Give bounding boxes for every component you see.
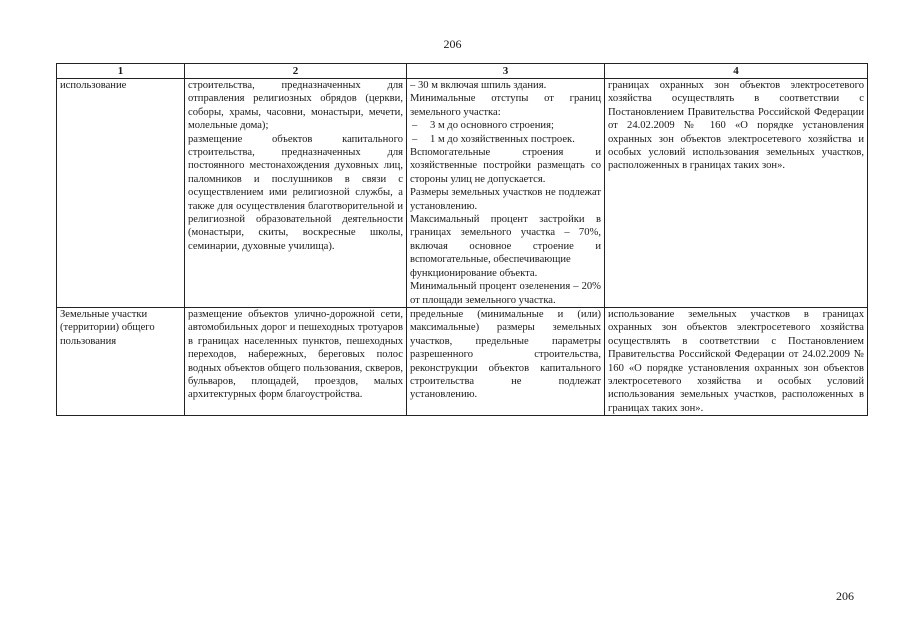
row1-col3-setback-title: Минимальные отступы от границ земельного участка:: [410, 93, 601, 118]
column-header-3: 3: [407, 64, 605, 79]
row2-col2-cell: [185, 307, 407, 415]
row1-col4-text: границах охранных зон объектов электросетевого хозяйства осуществлять в соответствии с Постановлением Правительства Российской Федерации от 24.02.2009 № 160 «О порядке установления охранных зон объектов электросетевого хозяйства и особых условий использования земельных участков, расположенных в границах таких зон».: [608, 80, 864, 172]
setback-text: 3 м до основного строения;: [430, 120, 554, 132]
row2-col2-text: размещение объектов улично-дорожной сети, автомобильных дорог и пешеходных тротуаров в границах населенных пунктов, пешеходных переходов, набережных, береговых полос водных объектов общего пользования, скверов, бульваров, площадей, проездов, малых архитектурных форм благоустройства.: [188, 308, 403, 401]
table-row: [57, 79, 868, 308]
row1-col1-cell: [57, 79, 185, 308]
row2-col1-text: Земельные участки (территории) общего пользования: [60, 308, 155, 347]
row1-col4-cell: [605, 79, 868, 308]
row1-col3-line-1: – 30 м включая шпиль здания.: [410, 80, 547, 91]
table-row: [57, 307, 868, 415]
row1-col3-para-coverage: Максимальный процент застройки в границах земельного участка – 70%, включая основное строение и вспомогательные, обеспечивающие: [410, 214, 601, 266]
row1-col2-cell: [185, 79, 407, 308]
setback-text: 1 м до хозяйственных построек.: [430, 133, 575, 145]
setback-list: [410, 119, 601, 146]
table-header-row: [57, 64, 868, 79]
zoning-regulations-table: [56, 63, 868, 416]
page-number-bottom: 206: [836, 589, 854, 603]
row1-col3-para-greening: Минимальный процент озеленения – 20% от площади земельного участка.: [410, 281, 601, 306]
row2-col1-cell: [57, 307, 185, 415]
dash-marker: –: [412, 120, 418, 132]
row2-col3-cell: [407, 307, 605, 415]
row2-col3-text: предельные (минимальные и (или) максимальные) размеры земельных участков, предельные параметры разрешенного строительства, реконструкции объектов капитального строительства не подлежат установлению.: [410, 308, 601, 401]
row1-col3-cell: [407, 79, 605, 308]
row1-col3-para-auxiliary: Вспомогательные строения и хозяйственные постройки размещать со стороны улиц не допускается.: [410, 147, 601, 185]
page-number-top: 206: [443, 37, 462, 51]
dash-marker: –: [412, 133, 418, 145]
column-header-1: 1: [57, 64, 185, 79]
row1-col2-para-1: строительства, предназначенных для отправления религиозных обрядов (церкви, соборы, храмы, часовни, монастыри, мечети, молельные дома);: [188, 80, 403, 132]
row1-col3-para-plot-size: Размеры земельных участков не подлежат установлению.: [410, 187, 601, 212]
list-item: [410, 133, 601, 146]
row2-col4-text: использование земельных участков в границах охранных зон объектов электросетевого хозяйства осуществлять в соответствии с Постановлением Правительства Российской Федерации от 24.02.2009 № 160 «О порядке установления охранных зон объектов электросетевого хозяйства и особых условий использования земельных участков, расположенных в границах таких зон».: [608, 308, 864, 414]
row1-col2-para-2: размещение объектов капитального строительства, предназначенных для постоянного местонахождения духовных лиц, паломников и послушников в связи с осуществлением ими религиозной службы, а также для осуществления благотворительной и религиозной образовательной деятельности (монастыри, скиты, воскресные школы, семинарии, духовные училища).: [188, 133, 403, 252]
column-header-4: 4: [605, 64, 868, 79]
row2-col4-cell: [605, 307, 868, 415]
row1-col1-text: использование: [60, 80, 127, 91]
list-item: [410, 119, 601, 132]
row1-col3-para-coverage-end: функционирование объекта.: [410, 267, 538, 279]
column-header-2: 2: [185, 64, 407, 79]
